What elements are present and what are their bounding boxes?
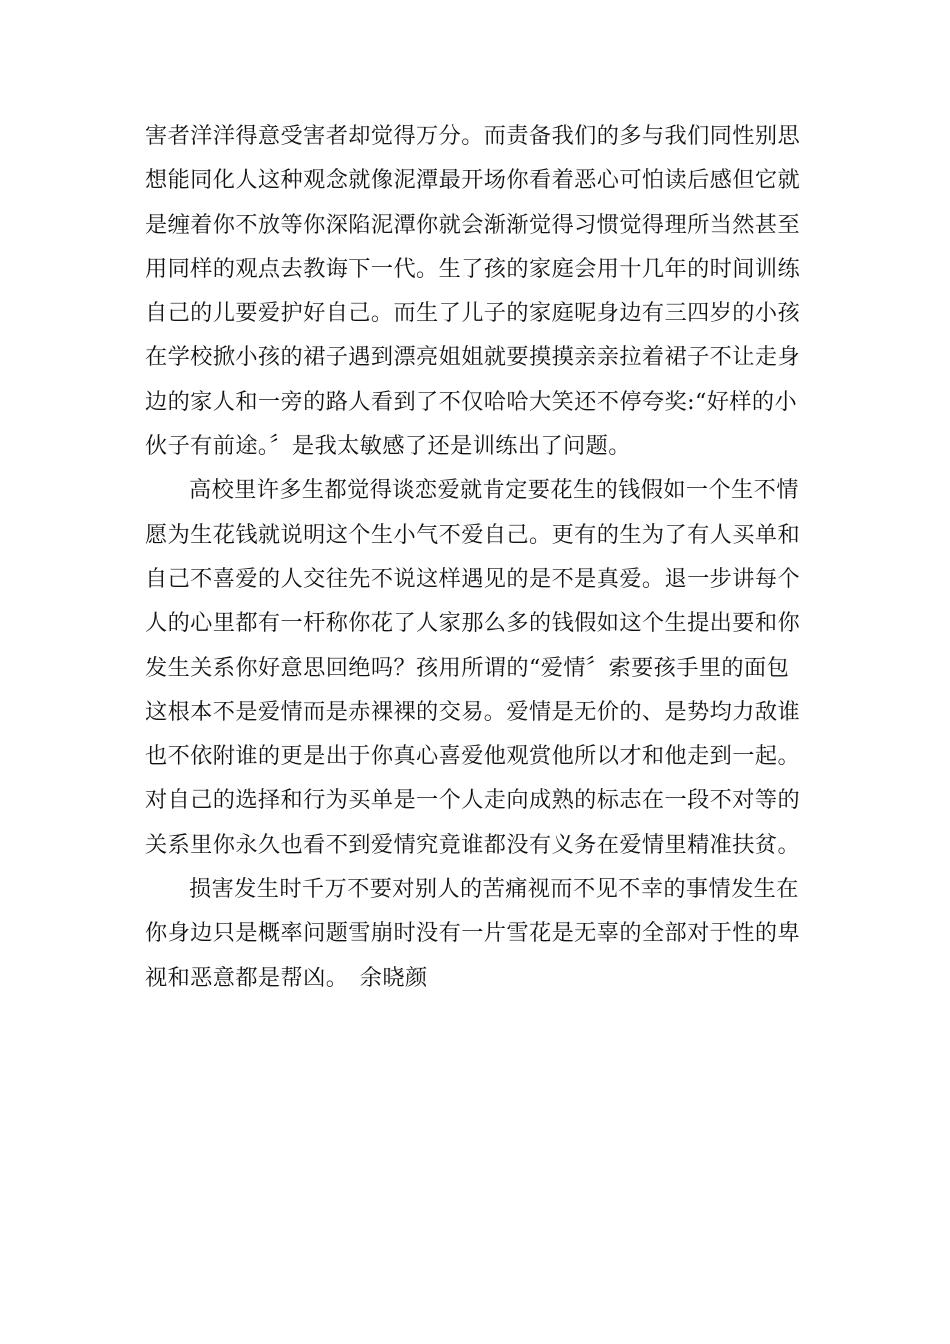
text-line: 想能同化人这种观念就像泥潭最开场你看着恶心可怕读后感但它就 [145,167,801,194]
text-line: 伙子有前途。〞是我太敏感了还是训练出了问题。 [145,433,631,460]
text-line: 也不依附谁的更是出于你真心喜爱他观赏他所以才和他走到一起。 [145,743,801,770]
text-line: 边的家人和一旁的路人看到了不仅哈哈大笑还不停夸奖:“好样的小 [145,388,798,415]
text-line: 关系里你永久也看不到爱情究竟谁都没有义务在爱情里精准扶贫。 [145,831,801,858]
essay-body [145,114,810,1000]
text-line-with-author: 视和恶意都是帮凶。 余晓颜 [145,964,428,991]
text-line: 害者洋洋得意受害者却觉得万分。而责备我们的多与我们同性别思 [145,123,801,149]
text-line: 人的心里都有一杆称你花了人家那么多的钱假如这个生提出要和你 [145,610,801,637]
text-line: 这根本不是爱情而是赤裸裸的交易。爱情是无价的、是势均力敌谁 [145,698,801,725]
text-line: 在学校掀小孩的裙子遇到漂亮姐姐就要摸摸亲亲拉着裙子不让走身 [145,344,801,371]
text-line: 愿为生花钱就说明这个生小气不爱自己。更有的生为了有人买单和 [145,521,801,548]
paragraph-first-line: 损害发生时千万不要对别人的苦痛视而不见不幸的事情发生在 [189,876,799,903]
text-line: 用同样的观点去教诲下一代。生了孩的家庭会用十几年的时间训练 [145,255,801,282]
text-line: 自己的儿要爱护好自己。而生了儿子的家庭呢身边有三四岁的小孩 [145,300,801,327]
text-line: 自己不喜爱的人交往先不说这样遇见的是不是真爱。退一步讲每个 [145,565,801,592]
text-line: 对自己的选择和行为买单是一个人走向成熟的标志在一段不对等的 [145,787,801,814]
text-line: 是缠着你不放等你深陷泥潭你就会渐渐觉得习惯觉得理所当然甚至 [145,211,801,238]
text-line: 你身边只是概率问题雪崩时没有一片雪花是无辜的全部对于性的卑 [145,920,801,947]
paragraph-first-line: 高校里许多生都觉得谈恋爱就肯定要花生的钱假如一个生不情 [189,477,799,504]
text-line: 发生关系你好意思回绝吗？孩用所谓的“爱情〞索要孩手里的面包 [145,654,790,681]
